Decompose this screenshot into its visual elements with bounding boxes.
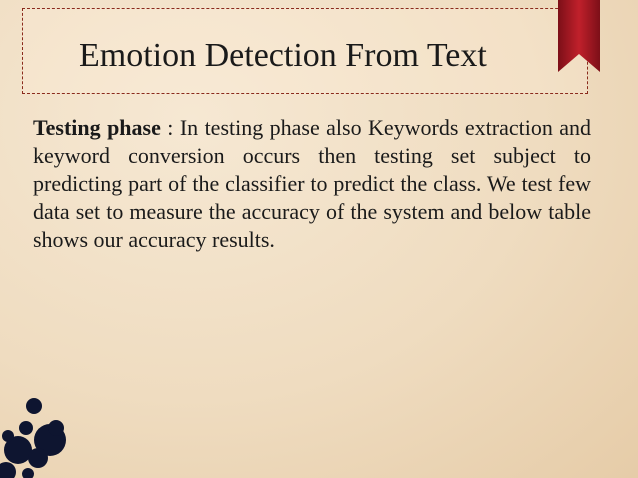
title-frame bbox=[22, 8, 588, 94]
body-term: Testing phase bbox=[33, 115, 161, 140]
slide-title: Emotion Detection From Text bbox=[79, 37, 487, 74]
body-paragraph bbox=[33, 114, 591, 254]
ink-splatter-decoration bbox=[0, 388, 80, 478]
body-text: : In testing phase also Keywords extraction and keyword conversion occurs then testing set subject to predicting part of the classifier to predict the class. We test few data set to measure the accuracy of the system and below table shows our accuracy results. bbox=[33, 115, 592, 252]
bookmark-ribbon-icon bbox=[558, 0, 600, 72]
